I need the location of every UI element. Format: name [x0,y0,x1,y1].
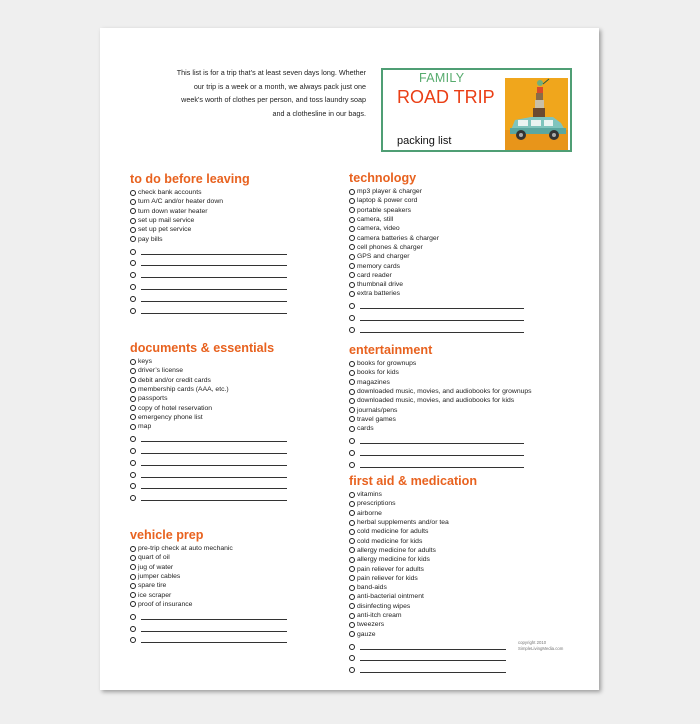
checkbox-circle-icon[interactable] [349,585,355,591]
write-in-line[interactable] [360,443,524,444]
section-entertainment [349,343,539,469]
checklist-item-label: cell phones & charger [357,243,423,251]
checklist-item[interactable] [130,376,320,385]
write-in-line[interactable] [360,332,524,333]
checklist-item[interactable] [130,385,320,394]
checklist-item[interactable] [349,490,539,499]
checkbox-circle-icon[interactable] [349,547,355,553]
checklist-item-label: cold medicine for kids [357,537,423,545]
checklist-item[interactable] [349,583,539,592]
blank-checklist-item[interactable] [130,633,320,645]
checklist-item-label: herbal supplements and/or tea [357,519,449,527]
checklist-item[interactable] [349,359,539,368]
checkbox-circle-icon[interactable] [130,405,136,411]
checklist-item-label: magazines [357,378,390,386]
write-in-line[interactable] [141,631,287,632]
checklist-item[interactable] [349,405,539,414]
checkbox-circle-icon[interactable] [130,483,136,489]
checklist-item-label: passports [138,395,168,403]
checkbox-circle-icon[interactable] [130,359,136,365]
checklist-item[interactable] [349,396,539,405]
checklist-item-label: thumbnail drive [357,281,404,289]
checkbox-circle-icon[interactable] [349,450,355,456]
checklist-item[interactable] [349,611,539,620]
checklist-item-label: emergency phone list [138,413,203,421]
checkbox-circle-icon[interactable] [349,631,355,637]
checklist-item[interactable] [349,387,539,396]
checkbox-circle-icon[interactable] [349,529,355,535]
blank-checklist-item[interactable] [130,455,320,467]
checklist-item-label: pay bills [138,235,163,243]
intro-line: week’s worth of clothes per person, and toss laundry soap [181,95,366,104]
checklist-item-label: cold medicine for adults [357,528,429,536]
checkbox-circle-icon[interactable] [130,448,136,454]
intro-line: and a clothesline in our bags. [272,108,366,118]
checkbox-circle-icon[interactable] [130,555,136,561]
checkbox-circle-icon[interactable] [349,407,355,413]
checklist-item[interactable] [130,216,320,225]
blank-checklist-item[interactable] [349,457,539,469]
write-in-line[interactable] [141,500,287,501]
checkbox-circle-icon[interactable] [349,667,355,673]
title-family: FAMILY [419,71,465,85]
title-box [381,68,572,152]
checklist-item[interactable] [349,518,539,527]
blank-checklist-item[interactable] [349,433,539,445]
blank-checklist-item[interactable] [130,431,320,443]
section-to-do-before-leaving [130,172,320,315]
checkbox-circle-icon[interactable] [130,296,136,302]
blank-checklist-item[interactable] [349,299,539,311]
checkbox-circle-icon[interactable] [130,614,136,620]
write-in-line[interactable] [360,649,506,650]
checklist-item-label: driver’s license [138,367,184,375]
checkbox-circle-icon[interactable] [349,263,355,269]
copyright-note [518,640,584,652]
write-in-line[interactable] [141,265,287,266]
section-heading: entertainment [349,343,433,357]
checklist-item-label: downloaded music, movies, and audiobooks for grownups [357,388,532,396]
write-in-line[interactable] [141,453,287,454]
checklist-item-label: airborne [357,509,382,517]
checklist-item[interactable] [130,366,320,375]
copyright-website: SimpleLivingMedia.com [518,646,564,651]
write-in-line[interactable] [141,488,287,489]
write-in-line[interactable] [141,313,287,314]
checklist-item-label: spare tire [138,582,167,590]
checkbox-circle-icon[interactable] [349,613,355,619]
checklist-item-label: allergy medicine for adults [357,546,436,554]
checkbox-circle-icon[interactable] [349,603,355,609]
checklist-item[interactable] [349,564,539,573]
checklist-item-label: tweezers [357,621,385,629]
checkbox-circle-icon[interactable] [130,249,136,255]
checklist-item-label: card reader [357,271,392,279]
checklist-item-label: debit and/or credit cards [138,376,211,384]
checkbox-circle-icon[interactable] [349,291,355,297]
checklist-item-label: extra batteries [357,290,401,298]
checklist-item-label: travel games [357,415,396,423]
intro-line: This list is for a trip that’s at least seven days long. Whether [176,68,366,77]
checkbox-circle-icon[interactable] [349,426,355,432]
car-illustration [505,78,568,150]
title-packing-list: packing list [397,135,452,147]
checklist-item-label: mp3 player & charger [357,188,422,196]
blank-checklist-item[interactable] [349,322,539,334]
checkbox-circle-icon[interactable] [349,217,355,223]
checklist-item-label: cards [357,425,374,433]
checkbox-circle-icon[interactable] [349,538,355,544]
blank-checklist-item[interactable] [130,621,320,633]
checklist-item[interactable] [349,261,539,270]
checklist-item-label: ice scraper [138,591,172,599]
checkbox-circle-icon[interactable] [130,396,136,402]
checklist-item-label: anti-itch cream [357,612,402,619]
checklist-item-label: journals/pens [357,406,398,414]
checklist-item-label: proof of insurance [138,600,193,608]
checklist-item[interactable] [130,234,320,243]
write-in-line[interactable] [141,301,287,302]
title-road-trip: ROAD TRIP [397,87,495,107]
checkbox-circle-icon[interactable] [349,557,355,563]
checkbox-circle-icon[interactable] [130,592,136,598]
checklist-item-label: disinfecting wipes [357,602,411,610]
checkbox-circle-icon[interactable] [349,282,355,288]
blank-checklist-item[interactable] [130,256,320,268]
write-in-line[interactable] [141,477,287,478]
write-in-line[interactable] [141,254,287,255]
write-in-line[interactable] [360,660,506,661]
checkbox-circle-icon[interactable] [130,574,136,580]
checkbox-circle-icon[interactable] [349,416,355,422]
write-in-line[interactable] [141,642,287,643]
checkbox-circle-icon[interactable] [349,520,355,526]
checklist-item[interactable] [349,546,539,555]
blank-checklist-item[interactable] [130,490,320,502]
checkbox-circle-icon[interactable] [349,244,355,250]
checklist-item[interactable] [349,509,539,518]
checkbox-circle-icon[interactable] [349,462,355,468]
blank-checklist-item[interactable] [130,303,320,315]
checklist-item[interactable] [349,233,539,242]
checklist-item-label: quart of oil [138,554,170,562]
checklist-item[interactable] [349,536,539,545]
write-in-line[interactable] [360,672,506,673]
checklist-item[interactable] [349,289,539,298]
checklist-item[interactable] [130,394,320,403]
write-in-line[interactable] [360,320,524,321]
checklist-item-label: memory cards [357,262,401,270]
checklist-item[interactable] [130,590,320,599]
checklist-item[interactable] [130,563,320,572]
checkbox-circle-icon[interactable] [130,208,136,214]
checklist-item-label: allergy medicine for kids [357,556,430,564]
checkbox-circle-icon[interactable] [349,510,355,516]
section-first-aid-and-medication [349,474,539,674]
packing-list-page [100,28,599,690]
checkbox-circle-icon[interactable] [130,260,136,266]
blank-checklist-item[interactable] [130,267,320,279]
checklist-item-label: camera batteries & charger [357,234,439,242]
checkbox-circle-icon[interactable] [349,379,355,385]
blank-checklist-item[interactable] [349,310,539,322]
blank-checklist-item[interactable] [130,279,320,291]
checklist-item-label: books for grownups [357,360,417,368]
checkbox-circle-icon[interactable] [130,272,136,278]
checkbox-circle-icon[interactable] [349,370,355,376]
write-in-line[interactable] [360,455,524,456]
checklist-item[interactable] [130,357,320,366]
checkbox-circle-icon[interactable] [130,414,136,420]
checklist-item-label: jug of water [138,563,174,571]
checkbox-circle-icon[interactable] [349,235,355,241]
checkbox-circle-icon[interactable] [349,226,355,232]
checkbox-circle-icon[interactable] [130,218,136,224]
checkbox-circle-icon[interactable] [349,566,355,572]
section-heading: vehicle prep [130,528,204,542]
checklist-item-label: laptop & power cord [357,197,418,205]
checkbox-circle-icon[interactable] [130,495,136,501]
checkbox-circle-icon[interactable] [130,368,136,374]
checklist-item[interactable] [349,574,539,583]
section-technology [349,171,539,334]
checkbox-circle-icon[interactable] [130,190,136,196]
checklist-item-label: check bank accounts [138,189,202,197]
checkbox-circle-icon[interactable] [349,492,355,498]
checklist-item-label: gauze [357,630,376,638]
checklist-item-label: pain reliever for adults [357,565,424,573]
checklist-item[interactable] [349,271,539,280]
blank-checklist-item[interactable] [130,244,320,256]
checkbox-circle-icon[interactable] [130,546,136,552]
blank-checklist-item[interactable] [130,479,320,491]
checklist-item-label: map [138,423,152,431]
checklist-item[interactable] [349,243,539,252]
checklist-item[interactable] [130,600,320,609]
checkbox-circle-icon[interactable] [349,655,355,661]
checklist-item-label: turn down water heater [138,207,208,215]
copyright-line: copyright 2010 [518,640,547,645]
checklist-item[interactable] [349,629,539,638]
checkbox-circle-icon[interactable] [349,189,355,195]
section-vehicle-prep [130,528,320,644]
checklist-item[interactable] [130,188,320,197]
checklist-item-label: turn A/C and/or heater down [138,198,224,206]
blank-checklist-item[interactable] [349,651,539,663]
checklist-item[interactable] [349,620,539,629]
checkbox-circle-icon[interactable] [349,272,355,278]
section-heading: first aid & medication [349,474,478,488]
checkbox-circle-icon[interactable] [349,198,355,204]
checklist-item-label: portable speakers [357,206,412,214]
checklist-item-label: membership cards (AAA, etc.) [138,386,229,394]
write-in-line[interactable] [360,308,524,309]
checkbox-circle-icon[interactable] [349,303,355,309]
checkbox-circle-icon[interactable] [130,564,136,570]
checklist-item[interactable] [349,555,539,564]
checkbox-circle-icon[interactable] [349,207,355,213]
blank-checklist-item[interactable] [130,609,320,621]
write-in-line[interactable] [141,289,287,290]
checklist-item-label: copy of hotel reservation [138,404,213,412]
write-in-line[interactable] [141,441,287,442]
checkbox-circle-icon[interactable] [349,361,355,367]
checkbox-circle-icon[interactable] [349,254,355,260]
checklist-item[interactable] [130,413,320,422]
checklist-item[interactable] [349,368,539,377]
checkbox-circle-icon[interactable] [130,472,136,478]
checkbox-circle-icon[interactable] [349,622,355,628]
checklist-item[interactable] [349,415,539,424]
checklist-item[interactable] [349,252,539,261]
checklist-item[interactable] [130,403,320,412]
checklist-item[interactable] [349,602,539,611]
checkbox-circle-icon[interactable] [130,583,136,589]
checklist-item-label: pain reliever for kids [357,574,418,582]
checklist-item[interactable] [130,581,320,590]
section-documents-and-essentials [130,341,320,502]
checkbox-circle-icon[interactable] [130,377,136,383]
checklist-item[interactable] [349,499,539,508]
checklist-item-label: prescriptions [357,500,396,508]
checkbox-circle-icon[interactable] [130,424,136,430]
checkbox-circle-icon[interactable] [130,637,136,643]
write-in-line[interactable] [360,467,524,468]
checklist-item-label: vitamins [357,491,382,499]
checklist-item[interactable] [349,206,539,215]
checklist-item[interactable] [130,572,320,581]
checklist-item[interactable] [349,224,539,233]
checklist-item[interactable] [130,544,320,553]
checklist-item-label: downloaded music, movies, and audiobooks for kids [357,397,515,405]
checkbox-circle-icon[interactable] [349,501,355,507]
checkbox-circle-icon[interactable] [130,308,136,314]
checkbox-circle-icon[interactable] [349,398,355,404]
checklist-item[interactable] [130,225,320,234]
checklist-item-label: band-aids [357,584,387,592]
checklist-item[interactable] [130,422,320,431]
checkbox-circle-icon[interactable] [130,199,136,205]
checklist-item[interactable] [349,527,539,536]
checklist-item[interactable] [349,215,539,224]
checklist-item[interactable] [130,207,320,216]
write-in-line[interactable] [141,619,287,620]
checkbox-circle-icon[interactable] [130,436,136,442]
checklist-item-label: anti-bacterial ointment [357,593,424,601]
checklist-item[interactable] [349,196,539,205]
checklist-item-label: pre-trip check at auto mechanic [138,545,233,553]
write-in-line[interactable] [141,277,287,278]
checklist-item[interactable] [130,197,320,206]
checklist-item-label: books for kids [357,369,399,377]
blank-checklist-item[interactable] [130,467,320,479]
checklist-item[interactable] [349,592,539,601]
section-heading: technology [349,171,417,185]
checklist-item-label: camera, still [357,216,394,224]
checklist-item[interactable] [349,187,539,196]
intro-line: our trip is a week or a month, we always pack just one [193,81,366,91]
write-in-line[interactable] [141,465,287,466]
blank-checklist-item[interactable] [130,443,320,455]
checklist-item[interactable] [349,378,539,387]
checkbox-circle-icon[interactable] [130,227,136,233]
checklist-item[interactable] [349,424,539,433]
checklist-item-label: set up mail service [138,217,195,225]
checkbox-circle-icon[interactable] [349,438,355,444]
checkbox-circle-icon[interactable] [130,460,136,466]
checklist-item-label: GPS and charger [357,253,410,261]
checkbox-circle-icon[interactable] [349,315,355,321]
blank-checklist-item[interactable] [349,445,539,457]
section-heading: to do before leaving [130,172,250,186]
checkbox-circle-icon[interactable] [349,327,355,333]
checkbox-circle-icon[interactable] [130,626,136,632]
checklist-item-label: jumper cables [138,573,181,581]
checkbox-circle-icon[interactable] [130,284,136,290]
checklist-item-label: set up pet service [138,226,192,234]
checklist-item[interactable] [349,280,539,289]
checkbox-circle-icon[interactable] [130,387,136,393]
section-heading: documents & essentials [130,341,275,355]
checklist-item[interactable] [130,553,320,562]
checkbox-circle-icon[interactable] [349,594,355,600]
checkbox-circle-icon[interactable] [130,601,136,607]
checkbox-circle-icon[interactable] [349,389,355,395]
checklist-item-label: camera, video [357,225,400,233]
checkbox-circle-icon[interactable] [349,644,355,650]
intro-paragraph [124,66,366,120]
checkbox-circle-icon[interactable] [130,236,136,242]
checkbox-circle-icon[interactable] [349,575,355,581]
blank-checklist-item[interactable] [349,662,539,674]
checklist-item-label: keys [138,358,152,366]
blank-checklist-item[interactable] [130,291,320,303]
blank-checklist-item[interactable] [349,639,539,651]
